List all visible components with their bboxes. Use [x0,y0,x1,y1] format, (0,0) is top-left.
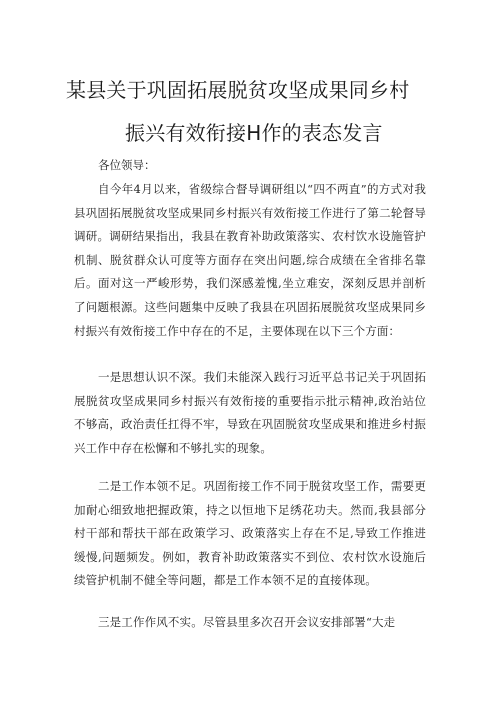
paragraph-point-2: 二是工作本领不足。巩固衔接工作不同于脱贫攻坚工作，需要更加耐心细致地把握政策，持之以恒地下足绣花功夫。然而,我县部分村干部和帮扶干部在政策学习、政策落实上存在不足,导致工作推进缓慢,问题频发。例如，教育补助政策落实不到位、农村饮水设施后续管护机制不健全等问题，都是工作本领不足的直接体现。 [74,479,426,588]
paragraph-intro: 自今年4月以来，省级综合督导调研组以“四不两直”的方式对我县巩固拓展脱贫攻坚成果同乡村振兴有效衔接工作进行了第二轮督导调研。调研结果指出，我县在教育补助政策落实、农村饮水设施管护机制、脱贫群众认可度等方面存在突出问题,综合成绩在全省排名靠后。面对这一严峻形势，我们深感羞愧,坐立难安，深刻反思并剖析了问题根源。这些问题集中反映了我县在巩固拓展脱贫攻坚成果同乡村振兴有效衔接工作中存在的不足，主要体现在以下三个方面： [74,182,426,338]
document-title-line-1: 某县关于巩固拓展脱贫攻坚成果同乡村 [66,78,410,102]
salutation: 各位领导： [98,158,156,172]
paragraph-point-1: 一是思想认识不深。我们未能深入践行习近平总书记关于巩固拓展脱贫攻坚成果同乡村振兴有效衔接的重要指示批示精神,政治站位不够高，政治责任扛得不牢，导致在巩固脱贫攻坚成果和推进乡村振兴工作中存在松懈和不够扎实的现象。 [74,370,426,455]
document-title-line-2: 振兴有效衔接H作的表态发言 [125,121,383,145]
paragraph-point-3: 三是工作作风不实。尽管县里多次召开会议安排部署“大走 [98,615,396,629]
